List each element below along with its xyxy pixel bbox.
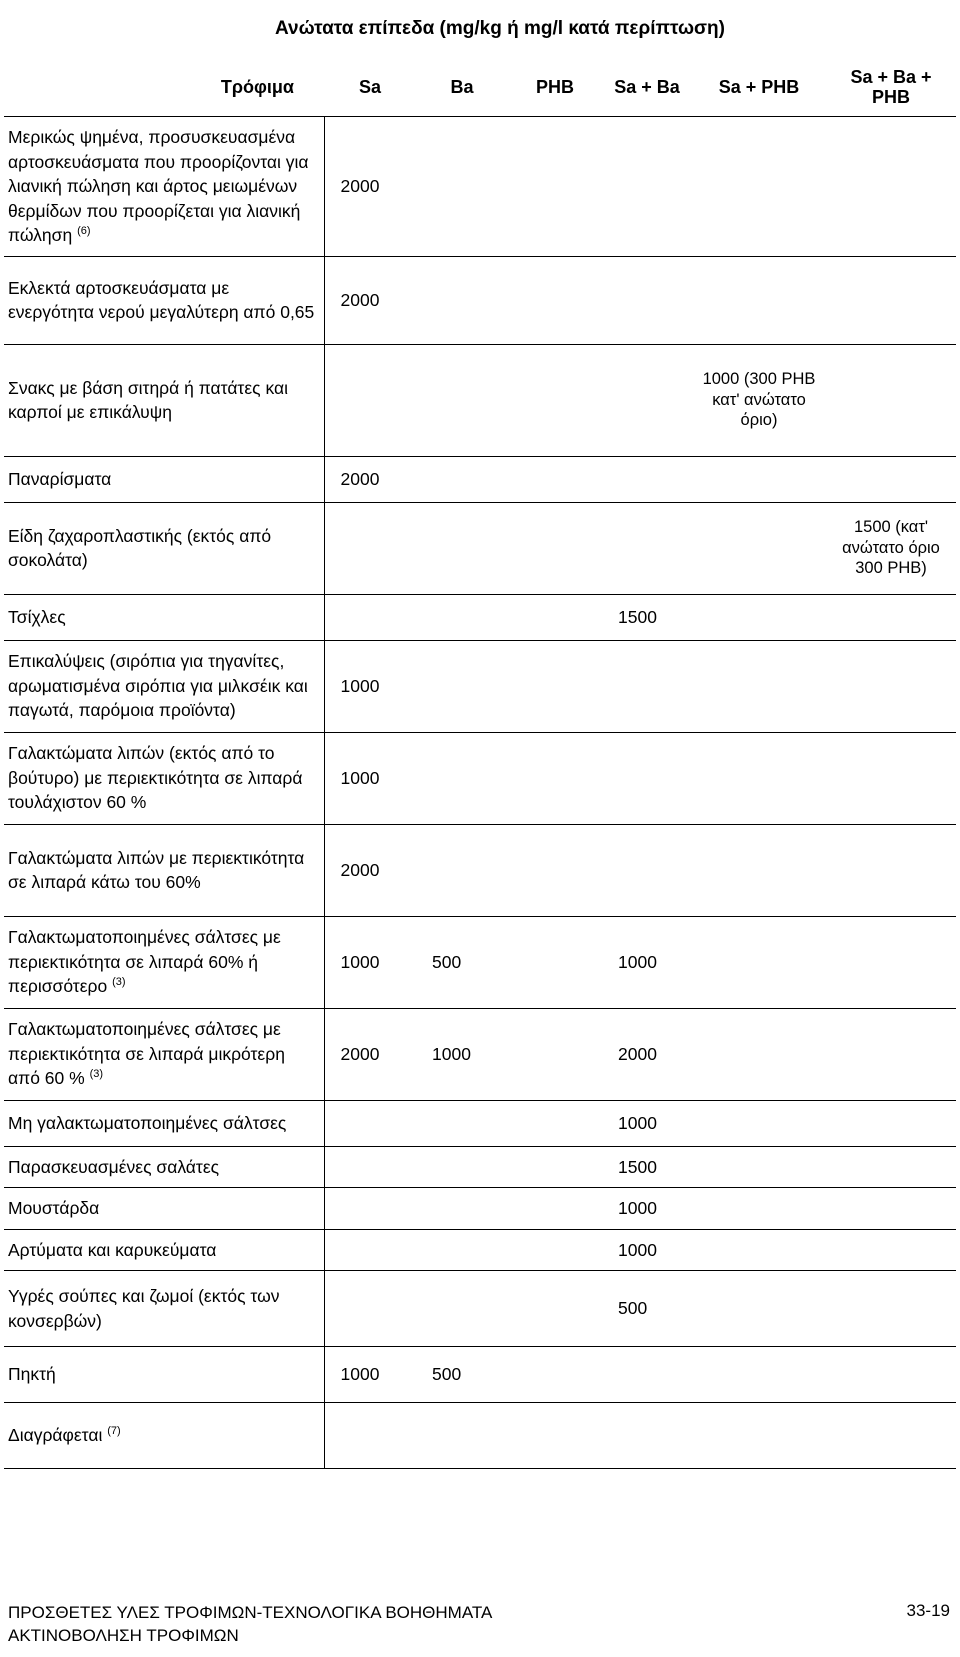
- food-label: Διαγράφεται: [8, 1425, 103, 1446]
- value-cell-phb: [508, 502, 602, 594]
- table-title: Ανώτατα επίπεδα (mg/kg ή mg/l κατά περίπτωση): [275, 18, 725, 39]
- table-row: [4, 1188, 956, 1230]
- value-cell-sa: [324, 1229, 416, 1271]
- value-cell-sa-ba: [602, 117, 692, 257]
- value-cell-sa: 2000: [324, 117, 416, 257]
- food-label: Μερικώς ψημένα, προσυσκευασμένα αρτοσκευάσματα που προορίζονται για λιανική πώληση και άρτος μειωμένων θερμίδων που προορίζεται για λιανική πώληση: [8, 127, 309, 245]
- table-row: [4, 824, 956, 916]
- value-cell-phb: [508, 732, 602, 824]
- value-cell-ba: 1000: [416, 1008, 508, 1100]
- value-cell-sa-ba: 1000: [602, 1100, 692, 1146]
- table-row: [4, 732, 956, 824]
- value-cell-sa-ba: 1500: [602, 1146, 692, 1188]
- header-row: [4, 60, 956, 117]
- value-cell-sa-phb: [692, 1008, 826, 1100]
- food-cell: [4, 1271, 324, 1347]
- value-cell-sa-ba: [602, 1403, 692, 1469]
- value-cell-sa-phb: [692, 1347, 826, 1403]
- table-row: [4, 117, 956, 257]
- food-cell: [4, 344, 324, 456]
- value-cell-ba: 500: [416, 916, 508, 1008]
- value-cell-sa-phb: [692, 594, 826, 640]
- value-cell-phb: [508, 824, 602, 916]
- value-cell-ba: [416, 1188, 508, 1230]
- value-cell-phb: [508, 1229, 602, 1271]
- value-cell-sa: [324, 502, 416, 594]
- footnote-ref: (7): [107, 1425, 121, 1438]
- value-cell-sa-ba-phb: 1500 (κατ' ανώτατο όριο 300 PHB): [826, 502, 956, 594]
- value-cell-sa-phb: [692, 1146, 826, 1188]
- col-header-sa-ba: Sa + Ba: [614, 77, 680, 98]
- value-cell-sa: 2000: [324, 1008, 416, 1100]
- value-cell-phb: [508, 1271, 602, 1347]
- value-cell-sa-ba-phb: [826, 916, 956, 1008]
- food-cell: [4, 256, 324, 344]
- value-cell-ba: [416, 640, 508, 732]
- value-cell-sa-ba: [602, 640, 692, 732]
- value-cell-ba: [416, 502, 508, 594]
- food-label: Είδη ζαχαροπλαστικής (εκτός από σοκολάτα): [8, 525, 272, 570]
- table-row: [4, 1229, 956, 1271]
- footnote-ref: (6): [77, 225, 91, 238]
- food-cell: [4, 824, 324, 916]
- food-label: Επικαλύψεις (σιρόπια για τηγανίτες, αρωματισμένα σιρόπια για μιλκσέικ και παγωτά, παρόμοια προϊόντα): [8, 651, 308, 721]
- value-cell-sa-phb: [692, 640, 826, 732]
- value-cell-ba: [416, 1229, 508, 1271]
- food-cell: [4, 1146, 324, 1188]
- value-cell-sa-phb: [692, 916, 826, 1008]
- value-cell-phb: [508, 456, 602, 502]
- value-cell-sa-phb: [692, 1100, 826, 1146]
- value-cell-sa-ba-phb: [826, 1100, 956, 1146]
- food-cell: [4, 1347, 324, 1403]
- food-label: Γαλακτωματοποιημένες σάλτσες με περιεκτικότητα σε λιπαρά μικρότερη από 60 %: [8, 1019, 285, 1089]
- value-cell-sa-ba-phb: [826, 1271, 956, 1347]
- value-cell-sa: 2000: [324, 456, 416, 502]
- table-row: [4, 1008, 956, 1100]
- food-cell: [4, 502, 324, 594]
- page-number: 33-19: [906, 1601, 950, 1620]
- food-cell: [4, 594, 324, 640]
- food-cell: [4, 456, 324, 502]
- table-row: [4, 916, 956, 1008]
- food-label: Εκλεκτά αρτοσκευάσματα με ενεργότητα νερού μεγαλύτερη από 0,65: [8, 277, 315, 322]
- value-cell-sa-phb: [692, 1229, 826, 1271]
- table-row: [4, 1403, 956, 1469]
- food-label: Αρτύματα και καρυκεύματα: [8, 1239, 217, 1260]
- value-cell-ba: [416, 456, 508, 502]
- footer-title: [8, 1601, 492, 1647]
- value-cell-sa-ba: [602, 456, 692, 502]
- value-cell-sa: 1000: [324, 1347, 416, 1403]
- col-header-food: Τρόφιμα: [220, 77, 294, 98]
- value-cell-sa-ba-phb: [826, 117, 956, 257]
- value-cell-sa-ba-phb: [826, 824, 956, 916]
- food-label: Υγρές σούπες και ζωμοί (εκτός των κονσερβών): [8, 1286, 280, 1331]
- value-cell-ba: [416, 594, 508, 640]
- value-cell-phb: [508, 1188, 602, 1230]
- value-cell-phb: [508, 256, 602, 344]
- food-label: Τσίχλες: [8, 606, 66, 627]
- value-cell-sa-ba: [602, 824, 692, 916]
- value-cell-sa-ba-phb: [826, 640, 956, 732]
- food-cell: [4, 1403, 324, 1469]
- value-cell-sa-ba: [602, 256, 692, 344]
- value-cell-sa: [324, 594, 416, 640]
- value-cell-ba: [416, 1146, 508, 1188]
- food-cell: [4, 1008, 324, 1100]
- value-cell-sa-ba-phb: [826, 594, 956, 640]
- col-header-ba: Ba: [450, 77, 474, 98]
- value-cell-sa-phb: [692, 824, 826, 916]
- value-cell-sa-ba: [602, 344, 692, 456]
- col-header-sa: Sa: [358, 77, 382, 98]
- value-cell-sa-ba: 2000: [602, 1008, 692, 1100]
- value-cell-phb: [508, 1403, 602, 1469]
- value-cell-sa: [324, 1271, 416, 1347]
- value-cell-ba: [416, 117, 508, 257]
- col-header-sa-ba-phb: Sa + Ba + PHB: [850, 67, 932, 107]
- table-row: [4, 256, 956, 344]
- value-cell-sa-phb: [692, 1403, 826, 1469]
- value-cell-phb: [508, 916, 602, 1008]
- footnote-ref: (3): [112, 976, 126, 989]
- value-cell-sa: 2000: [324, 256, 416, 344]
- food-cell: [4, 1229, 324, 1271]
- table-row: [4, 502, 956, 594]
- value-cell-phb: [508, 1100, 602, 1146]
- value-cell-sa-ba: [602, 732, 692, 824]
- value-cell-sa-ba-phb: [826, 1229, 956, 1271]
- value-cell-sa-ba-phb: [826, 732, 956, 824]
- value-cell-sa-ba-phb: [826, 1146, 956, 1188]
- table-row: [4, 640, 956, 732]
- food-label: Γαλακτώματα λιπών (εκτός από το βούτυρο) με περιεκτικότητα σε λιπαρά τουλάχιστον 60 %: [8, 743, 303, 813]
- footer-line-1: ΠΡΟΣΘΕΤΕΣ ΥΛΕΣ ΤΡΟΦΙΜΩΝ-ΤΕΧΝΟΛΟΓΙΚΑ ΒΟΗΘΗΜΑΤΑ: [8, 1603, 493, 1622]
- table-row: [4, 1271, 956, 1347]
- value-cell-sa-phb: [692, 1271, 826, 1347]
- value-cell-sa: 1000: [324, 640, 416, 732]
- value-cell-phb: [508, 1347, 602, 1403]
- food-cell: [4, 1188, 324, 1230]
- value-cell-phb: [508, 117, 602, 257]
- food-cell: [4, 732, 324, 824]
- table-row: [4, 594, 956, 640]
- value-cell-ba: [416, 1403, 508, 1469]
- value-cell-sa: [324, 1146, 416, 1188]
- value-cell-sa-ba-phb: [826, 1347, 956, 1403]
- value-cell-sa: [324, 1403, 416, 1469]
- food-label: Γαλακτωματοποιημένες σάλτσες με περιεκτικότητα σε λιπαρά 60% ή περισσότερο: [8, 927, 281, 997]
- food-label: Παναρίσματα: [8, 468, 112, 489]
- value-cell-ba: [416, 256, 508, 344]
- value-cell-sa: [324, 1100, 416, 1146]
- value-cell-sa: 2000: [324, 824, 416, 916]
- table-row: [4, 1100, 956, 1146]
- value-cell-phb: [508, 1008, 602, 1100]
- value-cell-ba: [416, 1271, 508, 1347]
- food-cell: [4, 117, 324, 257]
- value-cell-sa: 1000: [324, 916, 416, 1008]
- value-cell-phb: [508, 640, 602, 732]
- value-cell-ba: [416, 344, 508, 456]
- value-cell-sa-ba-phb: [826, 344, 956, 456]
- value-cell-sa-ba: 1500: [602, 594, 692, 640]
- value-cell-sa-ba: 1000: [602, 1229, 692, 1271]
- value-cell-sa-phb: [692, 502, 826, 594]
- value-cell-phb: [508, 344, 602, 456]
- food-cell: [4, 916, 324, 1008]
- value-cell-sa-phb: [692, 117, 826, 257]
- table-row: [4, 456, 956, 502]
- food-label: Γαλακτώματα λιπών με περιεκτικότητα σε λιπαρά κάτω του 60%: [8, 847, 305, 892]
- food-label: Σνακς με βάση σιτηρά ή πατάτες και καρποί με επικάλυψη: [8, 377, 288, 422]
- food-cell: [4, 1100, 324, 1146]
- col-header-phb: PHB: [535, 77, 574, 98]
- food-label: Παρασκευασμένες σαλάτες: [8, 1156, 220, 1177]
- value-cell-sa-phb: [692, 256, 826, 344]
- table-row: [4, 344, 956, 456]
- value-cell-sa-phb: [692, 1188, 826, 1230]
- value-cell-ba: [416, 824, 508, 916]
- value-cell-sa-ba-phb: [826, 256, 956, 344]
- value-cell-sa-ba: [602, 502, 692, 594]
- value-cell-sa-ba: [602, 1347, 692, 1403]
- value-cell-sa-ba-phb: [826, 1008, 956, 1100]
- footnote-ref: (3): [89, 1068, 104, 1081]
- value-cell-sa: [324, 344, 416, 456]
- max-levels-table: [4, 60, 956, 1469]
- value-cell-sa-ba: 500: [602, 1271, 692, 1347]
- table-row: [4, 1347, 956, 1403]
- value-cell-sa-ba-phb: [826, 456, 956, 502]
- footer-line-2: ΑΚΤΙΝΟΒΟΛΗΣΗ ΤΡΟΦΙΜΩΝ: [8, 1626, 239, 1645]
- food-label: Μη γαλακτωματοποιημένες σάλτσες: [8, 1112, 287, 1133]
- value-cell-sa-phb: 1000 (300 PHB κατ' ανώτατο όριο): [692, 344, 826, 456]
- value-cell-sa-ba-phb: [826, 1188, 956, 1230]
- food-label: Πηκτή: [8, 1364, 56, 1385]
- value-cell-sa-ba-phb: [826, 1403, 956, 1469]
- table-row: [4, 1146, 956, 1188]
- value-cell-sa-ba: 1000: [602, 1188, 692, 1230]
- value-cell-phb: [508, 594, 602, 640]
- col-header-sa-phb: Sa + PHB: [718, 77, 800, 98]
- value-cell-sa-phb: [692, 732, 826, 824]
- food-cell: [4, 640, 324, 732]
- value-cell-sa-phb: [692, 456, 826, 502]
- value-cell-ba: [416, 732, 508, 824]
- value-cell-ba: [416, 1100, 508, 1146]
- value-cell-ba: 500: [416, 1347, 508, 1403]
- value-cell-sa: 1000: [324, 732, 416, 824]
- value-cell-sa: [324, 1188, 416, 1230]
- value-cell-phb: [508, 1146, 602, 1188]
- value-cell-sa-ba: 1000: [602, 916, 692, 1008]
- food-label: Μουστάρδα: [8, 1198, 100, 1218]
